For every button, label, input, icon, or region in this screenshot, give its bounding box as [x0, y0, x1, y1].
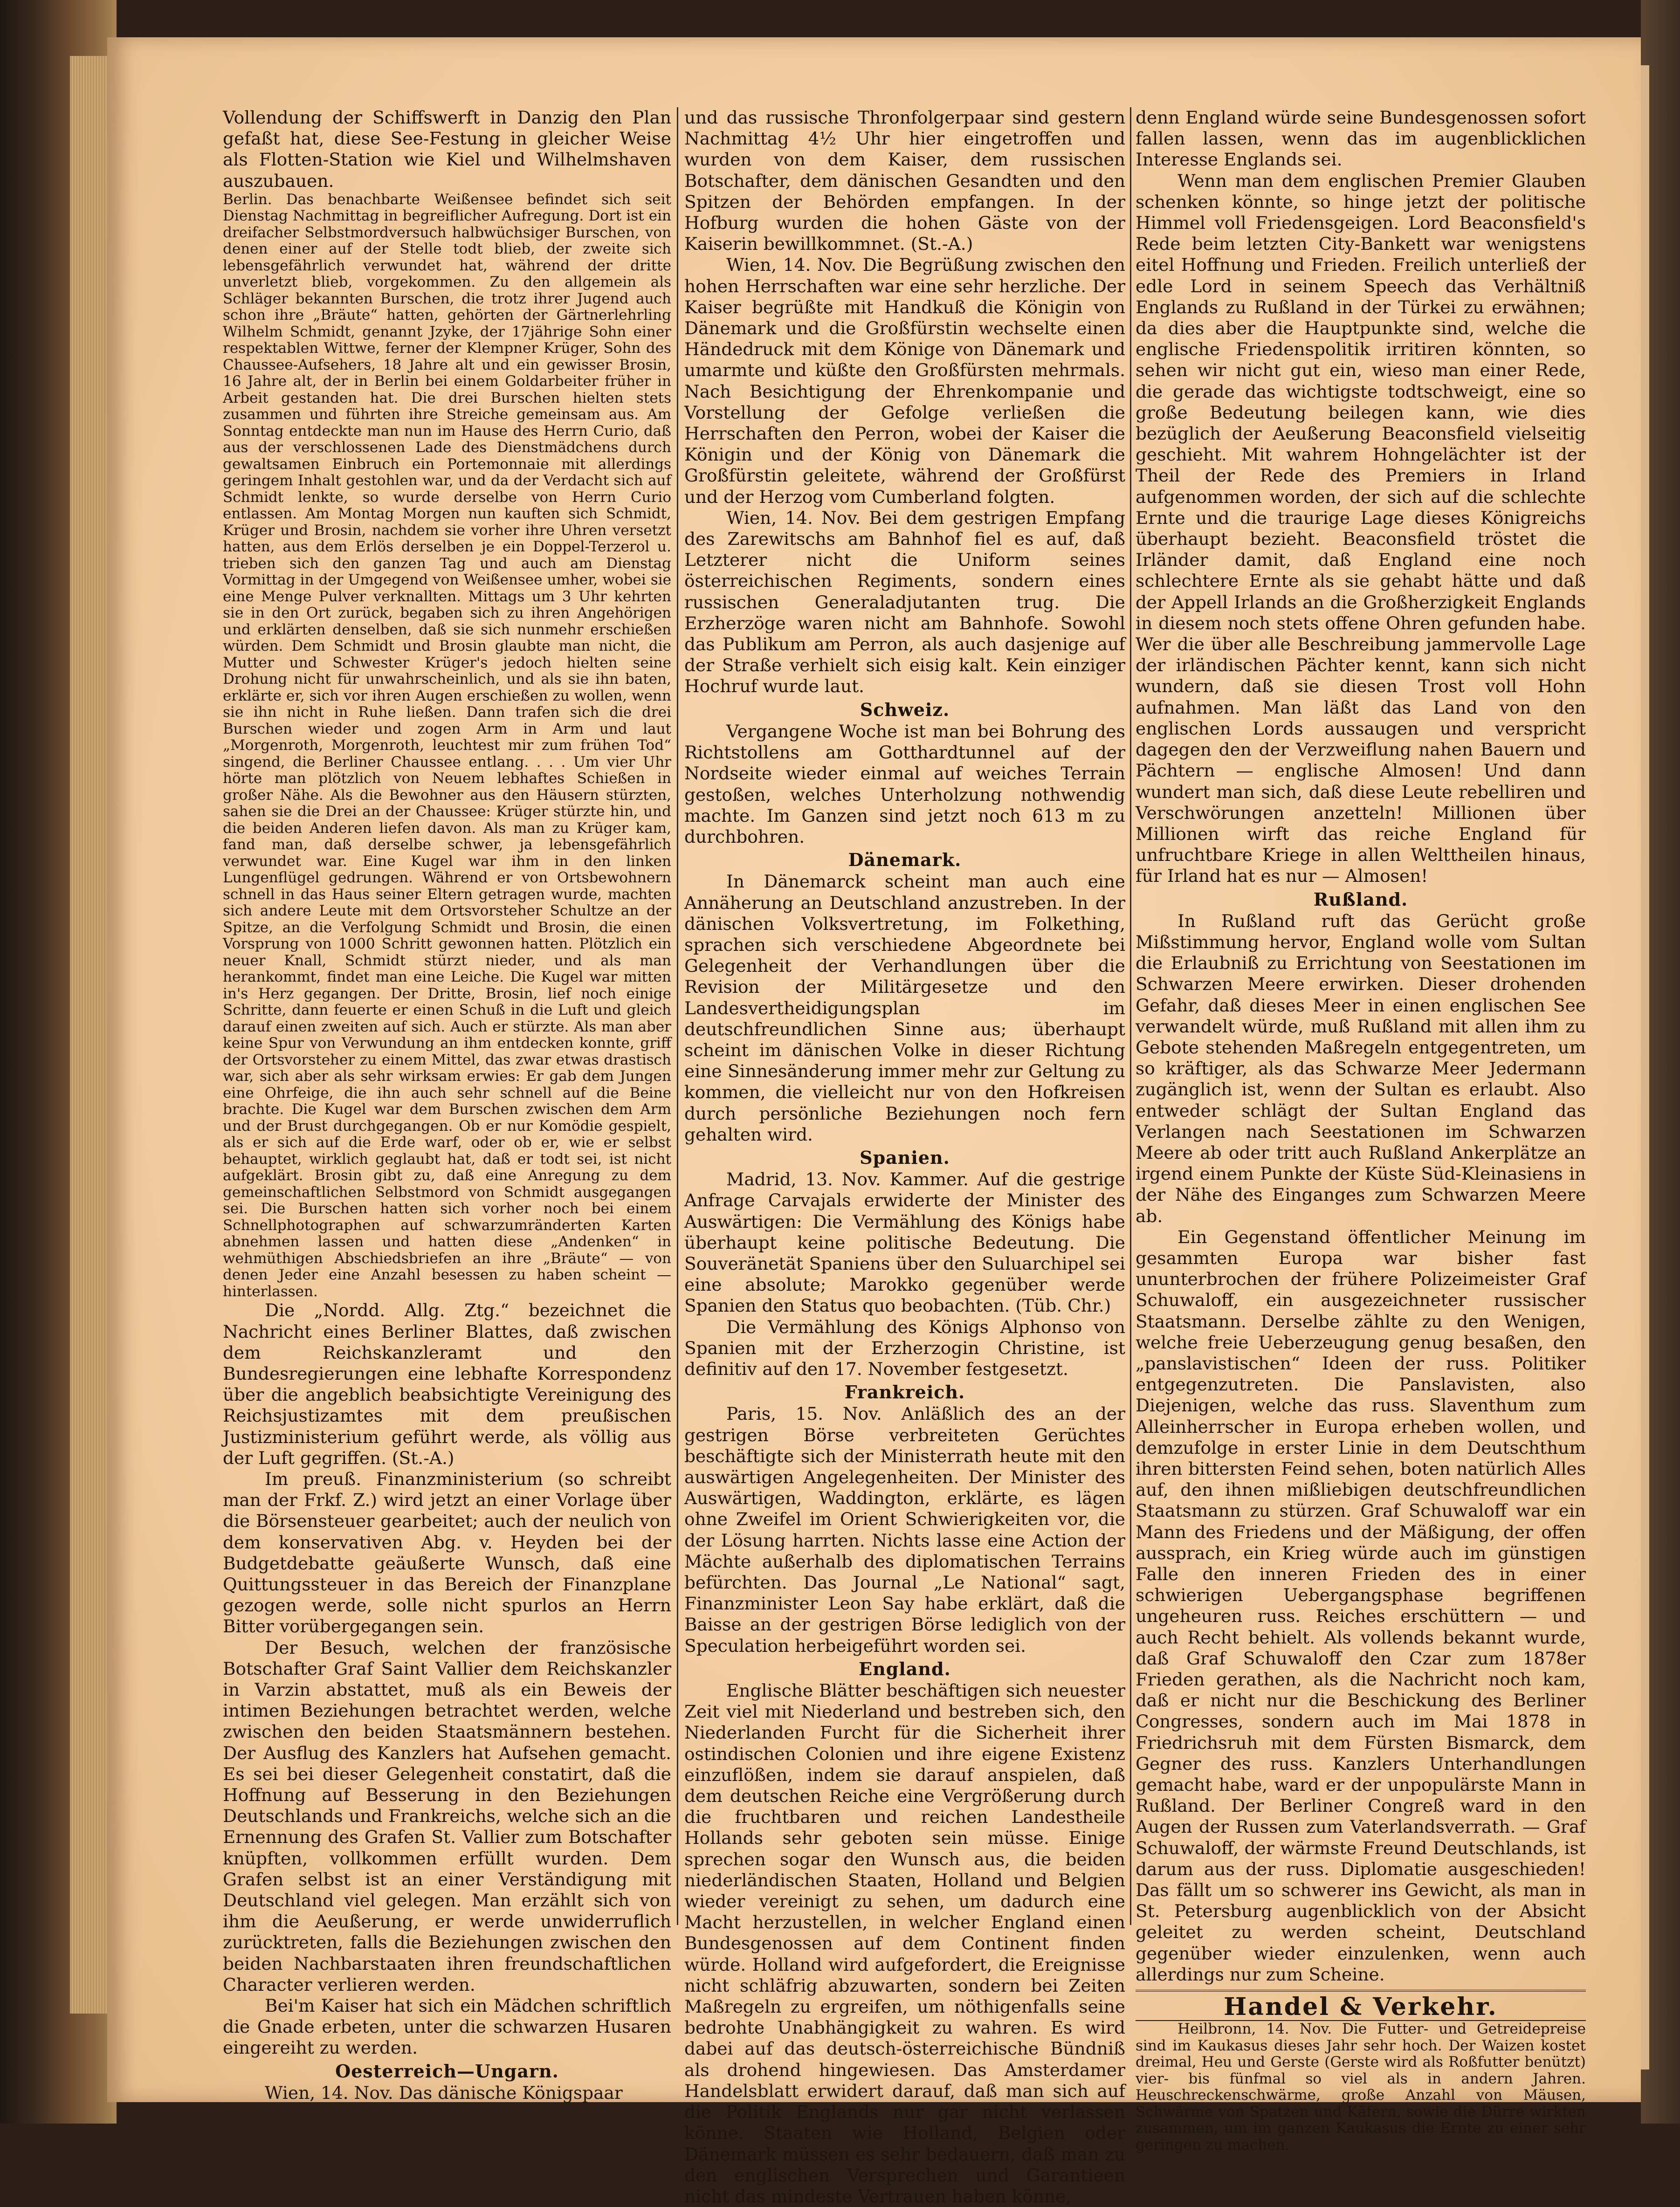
news-paragraph: Madrid, 13. Nov. Kammer. Auf die gestrige Anfrage Carvajals erwiderte der Minister des Auswärtigen: Die Vermählung des Königs habe überhaupt keine politische Bedeutung. Die Souveränetät Spaniens über den Suluarchipel sei eine absolute; Marokko gegenüber werde Spanien den Status quo beobachten. (Tüb. Chr.): [684, 1169, 1125, 1316]
handel-verkehr-heading: Handel & Verkehr.: [1136, 1990, 1586, 2021]
news-paragraph: Ein Gegenstand öffentlicher Meinung im gesammten Europa war bisher fast ununterbrochen der frühere Polizeimeister Graf Schuwaloff, ein ausgezeichneter russischer Staatsmann. Derselbe zählte zu den Wenigen, welche freie Ueberzeugung genug besaßen, den „panslavistischen“ Ideen der russ. Politiker entgegenzutreten. Die Panslavisten, also Diejenigen, welche das russ. Slaventhum zum Alleinherrscher in Europa erheben wollen, und demzufolge in erster Linie in dem Deutschthum ihren bittersten Feind sehen, boten natürlich Alles auf, den ihnen mißliebigen deutschfreundlichen Staatsmann zu stürzen. Graf Schuwaloff war ein Mann des Friedens und der Mäßigung, der offen aussprach, ein Krieg würde auch im günstigen Falle den inneren Frieden des in einer schwierigen Uebergangsphase begriffenen ungeheuren russ. Reiches erschüttern — und auch Recht behielt. Als vollends bekannt wurde, daß Graf Schuwaloff den Czar zum 1878er Frieden gerathen, als die Nachricht noch kam, daß er nicht nur die Beschickung des Berliner Congresses, sondern auch im Mai 1878 in Friedrichsruh mit dem Fürsten Bismarck, dem Gegner des russ. Kanzlers Unterhandlungen gemacht habe, ward er der unpopulärste Mann in Rußland. Der Berliner Congreß ward in den Augen der Russen zum Vaterlandsverrath. — Graf Schuwaloff, der wärmste Freund Deutschlands, ist darum aus der russ. Diplomatie ausgeschieden! Das fällt um so schwerer ins Gewicht, als man in St. Petersburg augenblicklich von der Absicht geleitet zu werden scheint, Deutschland gegenüber wieder einzulenken, wenn auch allerdings nur zum Scheine.: [1136, 1226, 1586, 1985]
section-heading: Rußland.: [1313, 888, 1408, 910]
news-paragraph: Die Vermählung des Königs Alphonso von Spanien mit der Erzherzogin Christine, ist definitiv auf den 17. November festgesetzt.: [684, 1316, 1125, 1379]
news-paragraph: Wien, 14. Nov. Die Begrüßung zwischen den hohen Herrschaften war eine sehr herzliche. Der Kaiser begrüßte mit Handkuß die Königin von Dänemark und die Großfürstin wechselte einen Händedruck mit dem Könige von Dänemark und umarmte und küßte den Großfürsten mehrmals. Nach Besichtigung der Ehrenkompanie und Vorstellung der Gefolge verließen die Herrschaften den Perron, wobei der Kaiser die Königin und der König von Dänemark die Großfürstin geleitete, während der Großfürst und der Herzog vom Cumberland folgten.: [684, 254, 1125, 507]
next-page-edge: [1641, 0, 1680, 2124]
news-paragraph: Englische Blätter beschäftigen sich neuester Zeit viel mit Niederland und bestreben sich, den Niederlanden Furcht für die Sicherheit ihrer ostindischen Colonien und ihre eigene Existenz einzuflößen, indem sie darauf anspielen, daß dem deutschen Reiche eine Vergrößerung durch die fruchtbaren und reichen Landestheile Hollands sehr geboten sein müsse. Einige sprechen sogar den Wunsch aus, die beiden niederländischen Staaten, Holland und Belgien wieder vereinigt zu sehen, um dadurch eine Macht herzustellen, in welcher England einen Bundesgenossen auf dem Continent finden würde. Holland wird aufgefordert, die Ereignisse nicht schläfrig abzuwarten, sondern bei Zeiten Maßregeln zu ergreifen, um nöthigenfalls seine bedrohte Unabhängigkeit zu wahren. Es wird dabei auf das deutsch-österreichische Bündniß als drohend hingewiesen. Das Amsterdamer Handelsblatt erwidert darauf, daß man sich auf die Politik Englands nur gar nicht verlassen könne. Staaten wie Holland, Belgien oder Dänemark müssen es sehr bedauern, daß man zu den englischen Versprechen und Garantieen nicht das mindeste Vertrauen haben könne,: [684, 1680, 1125, 2207]
news-paragraph: Bei'm Kaiser hat sich ein Mädchen schriftlich die Gnade erbeten, unter die schwarzen Husaren eingereiht zu werden.: [223, 1995, 671, 2058]
section-heading: Spanien.: [860, 1147, 950, 1168]
news-paragraph: Im preuß. Finanzministerium (so schreibt man der Frkf. Z.) wird jetzt an einer Vorlage über die Börsensteuer gearbeitet; auch der neulich von dem konservativen Abg. v. Heyden bei der Budgetdebatte geäußerte Wunsch, daß eine Quittungssteuer in das Bereich der Finanzplane gezogen werde, solle nicht spurlos an Herrn Bitter vorübergegangen sein.: [223, 1468, 671, 1637]
news-paragraph: Die „Nordd. Allg. Ztg.“ bezeichnet die Nachricht eines Berliner Blattes, daß zwischen dem Reichskanzleramt und den Bundesregierungen eine lebhafte Korrespondenz über die angeblich beabsichtigte Vereinigung des Reichsjustizamtes mit dem preußischen Justizministerium geführt werde, als völlig aus der Luft gegriffen. (St.-A.): [223, 1300, 671, 1468]
section-heading: Schweiz.: [860, 699, 950, 720]
column-2: [684, 107, 1125, 2207]
next-page-sliver: [1641, 65, 1649, 2069]
news-paragraph: und das russische Thronfolgerpaar sind gestern Nachmittag 4½ Uhr hier eingetroffen und wurden von dem Kaiser, dem russischen Botschafter, dem dänischen Gesandten und den Spitzen der Behörden empfangen. In der Hofburg wurden die hohen Gäste von der Kaiserin bewillkommnet. (St.-A.): [684, 107, 1125, 254]
news-item-small: Berlin. Das benachbarte Weißensee befindet sich seit Dienstag Nachmittag in begreiflicher Aufregung. Dort ist ein dreifacher Selbstmordversuch halbwüchsiger Burschen, von denen einer auf der Stelle todt blieb, der zweite sich lebensgefährlich verwundet hat, während der dritte unverletzt blieb, vorgekommen. Zu den allgemein als Schläger bekannten Burschen, die trotz ihrer Jugend auch schon ihre „Bräute“ hatten, gehörten der Gärtnerlehrling Wilhelm Schmidt, genannt Jzyke, der 17jährige Sohn einer respektablen Wittwe, ferner der Klempner Krüger, Sohn des Chaussee-Aufsehers, 18 Jahre alt und ein gewisser Brosin, 16 Jahre alt, der in Berlin bei einem Goldarbeiter früher in Arbeit gestanden hat. Die drei Burschen hielten stets zusammen und führten ihre Streiche gemeinsam aus. Am Sonntag entdeckte man nun im Hause des Herrn Curio, daß aus der verschlossenen Lade des Dienstmädchens durch gewaltsamen Einbruch ein Portemonnaie mit allerdings geringem Inhalt gestohlen war, und da der Verdacht sich auf Schmidt lenkte, so wurde derselbe von Herrn Curio entlassen. Am Montag Morgen nun kauften sich Schmidt, Krüger und Brosin, nachdem sie vorher ihre Uhren versetzt hatten, aus dem Erlös derselben je ein Doppel-Terzerol u. trieben sich den ganzen Tag und auch am Dienstag Vormittag in der Umgegend von Weißensee umher, wobei sie eine Menge Pulver verknallten. Mittags um 3 Uhr kehrten sie in den Ort zurück, begaben sich zu ihren Angehörigen und erklärten denselben, daß sie sich nunmehr erschießen würden. Dem Schmidt und Brosin glaubte man nicht, die Mutter und Schwester Krüger's jedoch hielten seine Drohung nicht für unwahrscheinlich, und als sie ihn baten, erklärte er, sich vor ihren Augen erschießen zu wollen, wenn sie ihn nicht in Ruhe ließen. Dann trafen sich die drei Burschen wieder und zogen Arm in Arm und laut „Morgenroth, Morgenroth, leuchtest mir zum frühen Tod“ singend, die Berliner Chaussee entlang. . . . Um vier Uhr hörte man plötzlich von Neuem lebhaftes Schießen in großer Nähe. Als die Bewohner aus den Häusern stürzten, sahen sie die Drei an der Chaussee: Krüger stürzte hin, und die beiden Anderen liefen davon. Als man zu Krüger kam, fand man, daß derselbe schwer, ja lebensgefährlich verwundet war. Eine Kugel war ihm in den linken Lungenflügel gedrungen. Während er von Ortsbewohnern schnell in das Haus seiner Eltern getragen wurde, machten sich andere Leute mit dem Ortsvorsteher Schultze an der Spitze, an die Verfolgung Schmidt und Brosin, die einen Vorsprung von 1000 Schritt gewonnen hatten. Plötzlich ein neuer Knall, Schmidt stürzt nieder, und als man herankommt, findet man eine Leiche. Die Kugel war mitten in's Herz gegangen. Der Dritte, Brosin, lief noch einige Schritte, dann feuerte er einen Schuß in die Luft und gleich darauf einen zweiten auf sich. Auch er stürzte. Als man aber keine Spur von Verwundung an ihm entdecken konnte, griff der Ortsvorsteher zu einem Mittel, das zwar etwas drastisch war, sich aber als sehr wirksam erwies: Er gab dem Jungen eine Ohrfeige, die ihn auch sehr schnell auf die Beine brachte. Die Kugel war dem Burschen zwischen dem Arm und der Brust durchgegangen. Ob er nur Komödie gespielt, als er sich auf die Erde warf, oder ob er, wie er selbst behauptet, wirklich geglaubt hat, daß er todt sei, ist nicht aufgeklärt. Brosin gibt zu, daß eine Anregung zu dem gemeinschaftlichen Selbstmord von Schmidt ausgegangen sei. Die Burschen hatten sich vorher noch bei einem Schnellphotographen auf schwarzumränderten Karten abnehmen lassen und hatten diese „Andenken“ in wehmüthigen Abschiedsbriefen an ihre „Bräute“ — von denen Jeder eine Anzahl besessen zu haben scheint — hinterlassen.: [223, 191, 671, 1300]
news-paragraph: denn England würde seine Bundesgenossen sofort fallen lassen, wenn das im augenblicklichen Interesse Englands sei.: [1136, 107, 1586, 170]
section-heading: Oesterreich—Ungarn.: [335, 2060, 559, 2082]
section-heading: Frankreich.: [844, 1382, 965, 1403]
news-paragraph: Der Besuch, welchen der französische Botschafter Graf Saint Vallier dem Reichskanzler in Varzin abstattet, muß als ein Beweis der intimen Beziehungen betrachtet werden, welche zwischen den beiden Staatsmännern bestehen. Der Ausflug des Kanzlers hat Aufsehen gemacht. Es sei bei dieser Gelegenheit constatirt, daß die Hoffnung auf Besserung in den Beziehungen Deutschlands und Frankreichs, welche sich an die Ernennung des Grafen St. Vallier zum Botschafter knüpften, vollkommen erfüllt wurden. Dem Grafen selbst ist an einer Verständigung mit Deutschland viel gelegen. Man erzählt sich von ihm die Aeußerung, er werde unwiderruflich zurücktreten, falls die Beziehungen zwischen den beiden Nachbarstaaten ihren freundschaftlichen Character verlieren werden.: [223, 1637, 671, 1995]
news-paragraph: Wien, 14. Nov. Bei dem gestrigen Empfang des Zarewitschs am Bahnhof fiel es auf, daß Letzterer nicht die Uniform seines österreichischen Regiments, sondern eines russischen Generaladjutanten trug. Die Erzherzöge waren nicht am Bahnhofe. Sowohl das Publikum am Perron, als auch dasjenige auf der Straße verhielt sich eisig kalt. Kein einziger Hochruf wurde laut.: [684, 507, 1125, 697]
section-heading: Dänemark.: [848, 849, 962, 871]
news-paragraph: Vollendung der Schiffswerft in Danzig den Plan gefaßt hat, diese See-Festung in gleicher Weise als Flotten-Station wie Kiel und Wilhelmshaven auszubauen.: [223, 107, 671, 191]
news-paragraph: Paris, 15. Nov. Anläßlich des an der gestrigen Börse verbreiteten Gerüchtes beschäftigte sich der Ministerrath heute mit den auswärtigen Angelegenheiten. Der Minister des Auswärtigen, Waddington, erklärte, es lägen ohne Zweifel im Orient Schwierigkeiten vor, die der Lösung harrten. Nichts lasse eine Action der Mächte außerhalb des diplomatischen Terrains befürchten. Das Journal „Le National“ sagt, Finanzminister Leon Say habe erklärt, daß die Baisse an der gestrigen Börse lediglich von der Speculation herbeigeführt worden sei.: [684, 1403, 1125, 1656]
news-paragraph: In Rußland ruft das Gerücht große Mißstimmung hervor, England wolle vom Sultan die Erlaubniß zu Errichtung von Seestationen im Schwarzen Meere erwirken. Dieser drohenden Gefahr, daß dieses Meer in einen englischen See verwandelt würde, muß Rußland mit allen ihm zu Gebote stehenden Maßregeln entgegentreten, um so kräftiger, als das Schwarze Meer Jedermann zugänglich ist, wenn der Sultan es erlaubt. Also entweder schlägt der Sultan England das Verlangen nach Seestationen im Schwarzen Meere ab oder tritt auch Rußland Ankerplätze an irgend einem Punkte der Küste Süd-Kleinasiens in der Nähe des Einganges zum Schwarzen Meere ab.: [1136, 910, 1586, 1226]
column-1: [223, 107, 671, 2104]
news-paragraph: Vergangene Woche ist man bei Bohrung des Richtstollens am Gotthardtunnel auf der Nordseite wieder einmal auf weiches Terrain gestoßen, welches Unterholzung nothwendig machte. Im Ganzen sind jetzt noch 613 m zu durchbohren.: [684, 721, 1125, 847]
column-3: [1136, 107, 1586, 2153]
column-rule-1: [677, 107, 678, 1925]
news-paragraph: Wenn man dem englischen Premier Glauben schenken könnte, so hinge jetzt der politische Himmel voll Friedensgeigen. Lord Beaconsfield's Rede beim letzten City-Bankett war wenigstens eitel Hoffnung und Frieden. Freilich unterließ der edle Lord in seinem Speech das Verhältniß Englands zu Rußland in der Türkei zu erwähnen; da dies aber die Hauptpunkte sind, welche die englische Friedenspolitik irritiren könnten, so sehen wir nicht gut ein, wieso man einer Rede, die gerade das wichtigste todtschweigt, eine so große Bedeutung beilegen kann, wie dies bezüglich der Aeußerung Beaconsfield vielseitig geschieht. Mit wahrem Hohngelächter ist der Theil der Rede des Premiers in Irland aufgenommen worden, der sich auf die schlechte Ernte und die traurige Lage dieses Königreichs überhaupt bezieht. Beaconsfield tröstet die Irländer damit, daß England eine noch schlechtere Ernte als sie gehabt hätte und daß der Appell Irlands an die Großherzigkeit Englands in diesem noch stets offene Ohren gefunden habe. Wer die über alle Beschreibung jammervolle Lage der irländischen Pächter kennt, kann sich nicht wundern, daß sie diesen Trost voll Hohn aufnahmen. Man läßt das Land von den englischen Lords aussaugen und verspricht dagegen den der Verzweiflung nahen Bauern und Pächtern — englische Almosen! Und dann wundert man sich, daß diese Leute rebelliren und Verschwörungen anzetteln! Millionen über Millionen wirft das reiche England für unfruchtbare Kriege in allen Welttheilen hinaus, für Irland hat es nur — Almosen!: [1136, 170, 1586, 887]
news-paragraph: Wien, 14. Nov. Das dänische Königspaar: [265, 2082, 623, 2103]
section-heading: England.: [859, 1658, 951, 1679]
news-item-small: Heilbronn, 14. Nov. Die Futter- und Getreidepreise sind im Kaukasus dieses Jahr sehr hoch. Der Waizen kostet dreimal, Heu und Gerste (Gerste wird als Roßfutter benützt) vier- bis fünfmal so viel als in andern Jahren. Heuschreckenschwärme, große Anzahl von Mäusen, Schwärme von Spatzen und Käfern, sowie die Dürre wirkten zusammen, um im ganzen Kaukasus die Ernte zu einer sehr geringen zu machen.: [1136, 2021, 1586, 2153]
book-edge: [0, 0, 117, 2124]
column-rule-2: [1130, 107, 1131, 1925]
news-paragraph: In Dänemarck scheint man auch eine Annäherung an Deutschland anzustreben. In der dänischen Volksvertretung, im Folkething, sprachen sich verschiedene Abgeordnete bei Gelegenheit der Verhandlungen über die Revision der Militärgesetze und den Landesvertheidigungsplan im deutschfreundlichen Sinne aus; überhaupt scheint im dänischen Volke in dieser Richtung eine Sinnesänderung immer mehr zur Geltung zu kommen, die vielleicht nur von den Hofkreisen durch persönliche Beziehungen noch fern gehalten wird.: [684, 871, 1125, 1145]
